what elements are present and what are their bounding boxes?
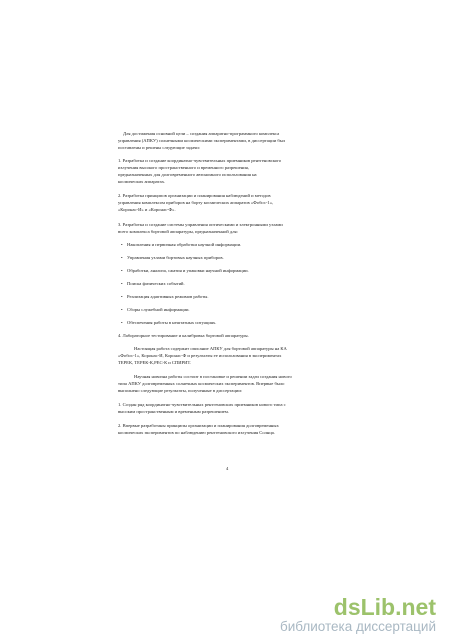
result-line: высоким пространственным и временным разрешением. xyxy=(118,409,229,414)
watermark-tagline: библиотека диссертаций xyxy=(279,619,436,634)
task-1-line: излучения высокого пространственного и временного разрешения, xyxy=(118,165,249,170)
paragraph-line: Научная новизна работы состоит в постановке и решении задач создания нового xyxy=(134,374,292,379)
bullet-item xyxy=(121,320,216,326)
task-1-line: предназначенных для долговременного автономного использования на xyxy=(118,172,257,177)
task-2-line: управления комплексом приборов на борту космических аппаратов «Фобос-1», xyxy=(118,200,274,205)
bullet-text: Управления узлами бортовых научных приборов. xyxy=(127,255,224,260)
bullet-item xyxy=(121,281,185,287)
result-line: космических экспериментов по наблюдению рентгеновского излучения Солнца. xyxy=(118,430,275,435)
bullet-text: Обработки, анализа, сжатия и упаковки научной информации. xyxy=(127,268,249,273)
bullet-text: Реализация адаптивных режимов работы. xyxy=(127,294,209,299)
bullet-item xyxy=(121,242,241,248)
bullet-icon: • xyxy=(121,242,123,247)
task-4-line: 4. Лабораторное тестирование и калибровка бортовой аппаратуры. xyxy=(118,333,249,338)
bullet-icon: • xyxy=(121,268,123,273)
task-1-line: космических аппаратах. xyxy=(118,179,166,184)
paragraph-line: «Фобос-1», Коронас-И, Коронас-Ф и результаты ее использования в экспериментах xyxy=(118,353,282,358)
bullet-text: Накопления и первичная обработки научной информации. xyxy=(127,242,242,247)
bullet-icon: • xyxy=(121,320,123,325)
task-3-line: 3. Разработка и создание системы управления оптическими и электронными узлами xyxy=(118,222,283,227)
task-2-line: «Коронас-И» и «Коронас-Ф». xyxy=(118,207,176,212)
bullet-item xyxy=(121,294,209,300)
bullet-text: Сборы служебной информации. xyxy=(127,307,190,312)
bullet-icon: • xyxy=(121,255,123,260)
result-line: 1. Создан ряд координатно-чувствительных рентгеновских приемников нового типа с xyxy=(118,402,286,407)
watermark-brand: dsLib.net xyxy=(333,594,436,620)
page-number: 4 xyxy=(226,466,229,471)
paragraph-line: ТЕРЕК, ТЕРЕК-К,РЕС-К и СПИРИТ. xyxy=(118,360,191,365)
bullet-item xyxy=(121,268,249,274)
bullet-icon: • xyxy=(121,307,123,312)
bullet-text: Поиска физических событий. xyxy=(127,281,185,286)
bullet-text: Обеспечения работы в нештатных ситуациях. xyxy=(127,320,217,325)
intro-line: Для достижения основной цели – создания аппаратно-программного комплекса xyxy=(123,131,280,136)
bullet-icon: • xyxy=(121,294,123,299)
paragraph-line: выполнено следующие результаты, полученные в диссертации: xyxy=(118,388,243,393)
bullet-icon: • xyxy=(121,281,123,286)
bullet-item xyxy=(121,307,190,313)
paragraph-line: типа АПКУ долговременных солнечных космических экспериментов. Впервые было xyxy=(118,381,285,386)
intro-line: поставлены и решены следующие задачи: xyxy=(118,145,201,150)
intro-line: управления (АПКУ) солнечными космическими экспериментами, в диссертации был xyxy=(118,138,286,143)
task-2-line: 2. Разработка принципов организации и планирования наблюдений и методов xyxy=(118,193,271,198)
result-line: 2. Впервые разработаны принципы организации и планирования долговременных xyxy=(118,423,279,428)
paragraph-line: Настоящая работа содержит описание АПКУ для бортовой аппаратуры на КА xyxy=(134,346,287,351)
task-3-line: всего комплекса бортовой аппаратуры, предназначенной для: xyxy=(118,229,238,234)
task-1-line: 1. Разработка и создание координатно-чувствительных приемников рентгеновского xyxy=(118,158,282,163)
bullet-item xyxy=(121,255,224,261)
